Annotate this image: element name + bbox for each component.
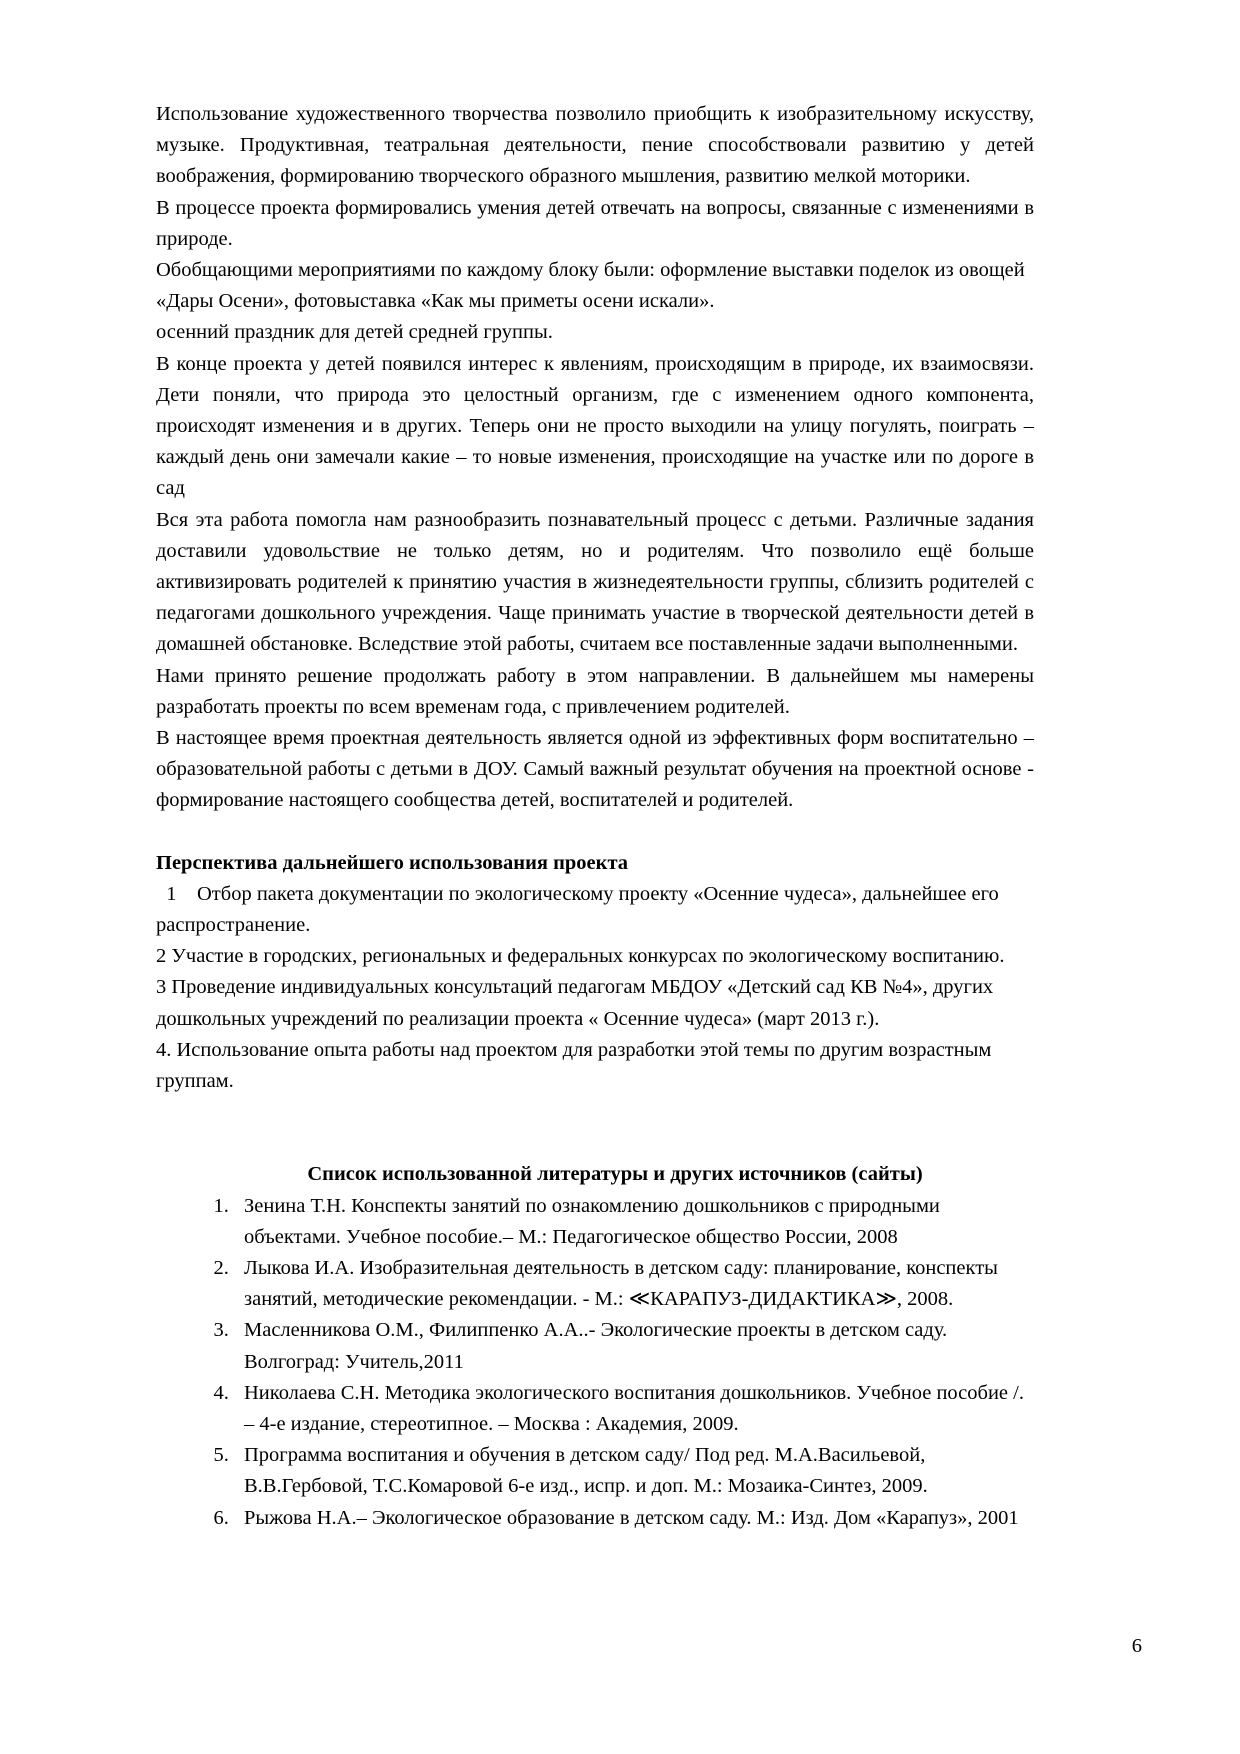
bibliography-entry: 2. Лыкова И.А. Изобразительная деятельность в детском саду: планирование, конспекты занятий, методические рекомендации. - М.: ≪КАРАПУЗ-ДИДАКТИКА≫, 2008. [234,1253,1034,1315]
body-paragraph-6: Вся эта работа помогла нам разнообразить познавательный процесс с детьми. Различные задания доставили удовольствие не только детям, но и родителям. Что позволило ещё больше активизировать родителей к принятию участия в жизнедеятельности группы, сблизить родителей с педагогами дошкольного учреждения. Чаще принимать участие в творческой деятельности детей в домашней обстановке. Вследствие этой работы, считаем все поставленные задачи выполненными. [156,508,1034,656]
body-paragraph-7: Нами принято решение продолжать работу в этом направлении. В дальнейшем мы намерены разработать проекты по всем временам года, с привлечением родителей. [156,664,1034,718]
bibliography-list [156,1191,1034,1534]
perspective-item-4: 4. Использование опыта работы над проектом для разработки этой темы по другим возрастным группам. [156,1038,992,1093]
body-paragraph-4: осенний праздник для детей средней группы. [156,321,553,344]
bibliography-entry: 6. Рыжова Н.А.– Экологическое образование в детском саду. М.: Изд. Дом «Карапуз», 2001 [234,1503,1034,1534]
bibliography-entry: 4. Николаева С.Н. Методика экологического воспитания дошкольников. Учебное пособие /. – 4-е издание, стереотипное. – Москва : Академия, 2009. [234,1378,1034,1440]
bibliography-title: Список использованной литературы и других источников (сайты) [307,1163,923,1186]
page-content [156,99,1034,1534]
bibliography-entry: 5. Программа воспитания и обучения в детском саду/ Под ред. М.А.Васильевой, В.В.Гербовой, Т.С.Комаровой 6-е изд., испр. и доп. М.: Мозаика-Синтез, 2009. [234,1440,1034,1502]
section-spacer [156,817,1034,848]
perspective-item-2: 2 Участие в городских, региональных и федеральных конкурсах по экологическому воспитанию. [156,945,1005,968]
perspective-item-3: 3 Проведение индивидуальных консультаций педагогам МБДОУ «Детский сад КВ №4», других дошкольных учреждений по реализации проекта « Осенние чудеса» (март 2013 г.). [156,976,994,1030]
perspective-heading: Перспектива дальнейшего использования проекта [156,851,629,874]
body-paragraph-8: В настоящее время проектная деятельность является одной из эффективных форм воспитательно – образовательной работы с детьми в ДОУ. Самый важный результат обучения на проектной основе - формирование настоящего сообщества детей, воспитателей и родителей. [156,727,1034,812]
body-paragraph-3: Обобщающими мероприятиями по каждому блоку были: оформление выставки поделок из овощей «Дары Осени», фотовыставка «Как мы приметы осени искали». [156,259,1025,313]
page-number: 6 [1131,1635,1142,1657]
body-paragraph-1: Использование художественного творчества позволило приобщить к изобразительному искусству, музыке. Продуктивная, театральная деятельности, пение способствовали развитию у детей воображения, формированию творческого образного мышления, развитию мелкой моторики. [156,103,1034,188]
bibliography-entry: 3. Масленникова О.М., Филиппенко А.А..- Экологические проекты в детском саду. Волгоград: Учитель,2011 [234,1315,1034,1377]
biblio-spacer [156,1097,1034,1159]
bibliography-entry: 1. Зенина Т.Н. Конспекты занятий по ознакомлению дошкольников с природными объектами. Учебное пособие.– М.: Педагогическое общество России, 2008 [234,1191,1034,1253]
body-paragraph-2: В процессе проекта формировались умения детей отвечать на вопросы, связанные с изменениями в природе. [156,196,1034,250]
perspective-item-1: 1 Отбор пакета документации по экологическому проекту «Осенние чудеса», дальнейшее его распространение. [156,882,1004,937]
body-paragraph-5: В конце проекта у детей появился интерес к явлениям, происходящим в природе, их взаимосвязи. Дети поняли, что природа это целостный организм, где с изменением одного компонента, происходят изменения и в других. Теперь они не просто выходили на улицу погулять, поиграть – каждый день они замечали какие – то новые изменения, происходящие на участке или по дороге в сад [156,352,1034,500]
